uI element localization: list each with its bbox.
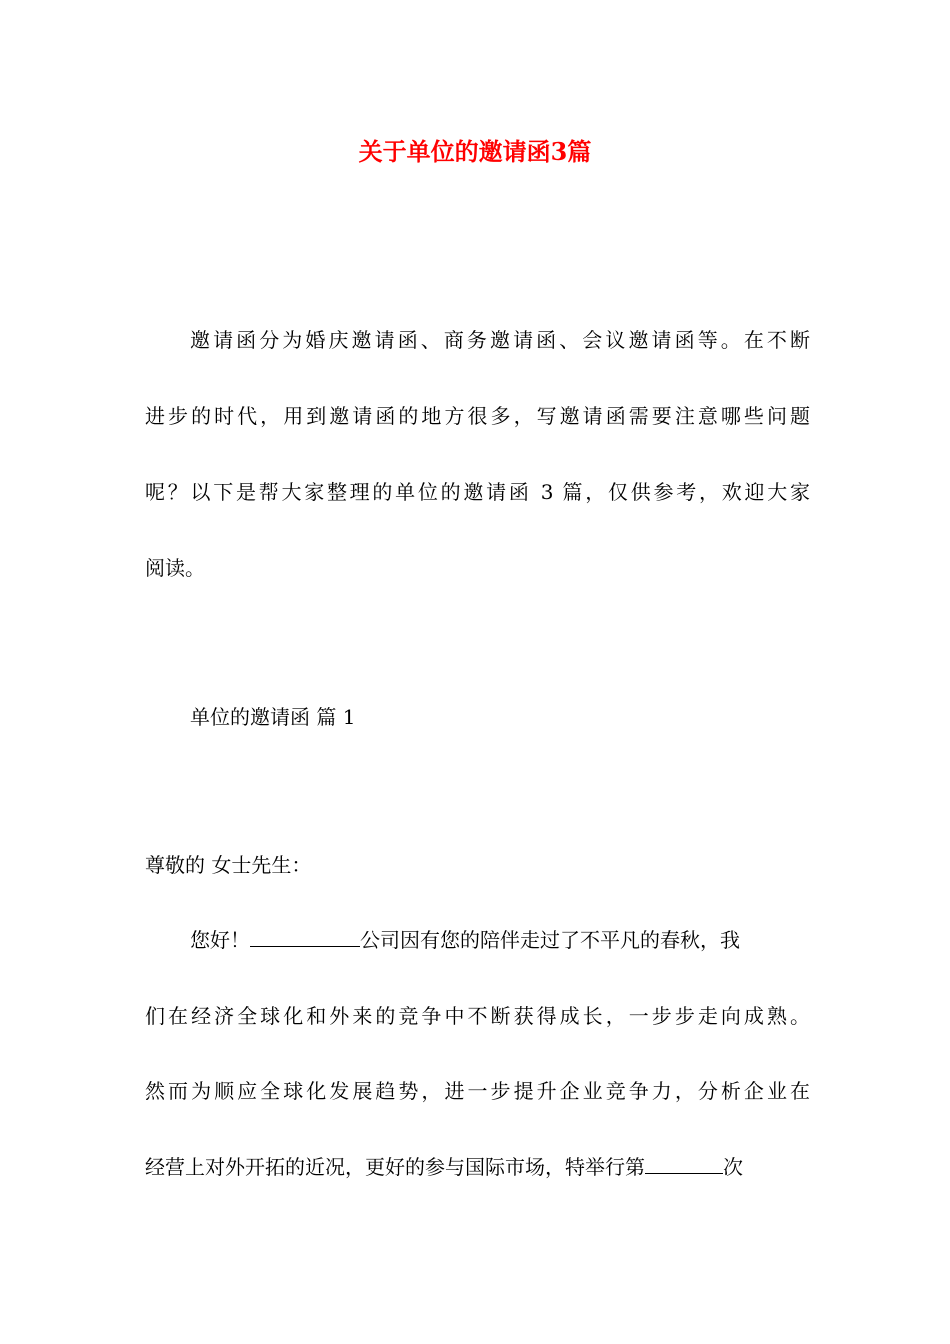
greeting: 您好！ <box>190 928 250 952</box>
document-title: 关于单位的邀请函3篇 <box>358 137 592 166</box>
letter-line-4-end: 次 <box>723 1155 743 1179</box>
letter-line-4 <box>145 1147 810 1187</box>
intro-line-3: 呢？以下是帮大家整理的单位的邀请函 3 篇，仅供参考，欢迎大家 <box>145 480 810 504</box>
session-number-blank <box>645 1155 723 1174</box>
intro-line-1: 邀请函分为婚庆邀请函、商务邀请函、会议邀请函等。在不断 <box>190 328 810 352</box>
letter-line-2: 们在经济全球化和外来的竞争中不断获得成长，一步步走向成熟。 <box>145 1004 810 1028</box>
letter-line-4-text: 经营上对外开拓的近况，更好的参与国际市场，特举行第 <box>145 1155 645 1179</box>
letter-line-3: 然而为顺应全球化发展趋势，进一步提升企业竞争力，分析企业在 <box>145 1079 810 1103</box>
salutation: 尊敬的 女士先生： <box>145 853 312 877</box>
intro-line-2: 进步的时代，用到邀请函的地方很多，写邀请函需要注意哪些问题 <box>145 404 810 428</box>
company-name-blank <box>250 928 360 947</box>
letter-line-1-text: 公司因有您的陪伴走过了不平凡的春秋，我 <box>360 928 740 952</box>
letter-line-1 <box>190 920 810 960</box>
section-heading: 单位的邀请函 篇 1 <box>190 705 356 729</box>
intro-line-4: 阅读。 <box>145 556 205 580</box>
